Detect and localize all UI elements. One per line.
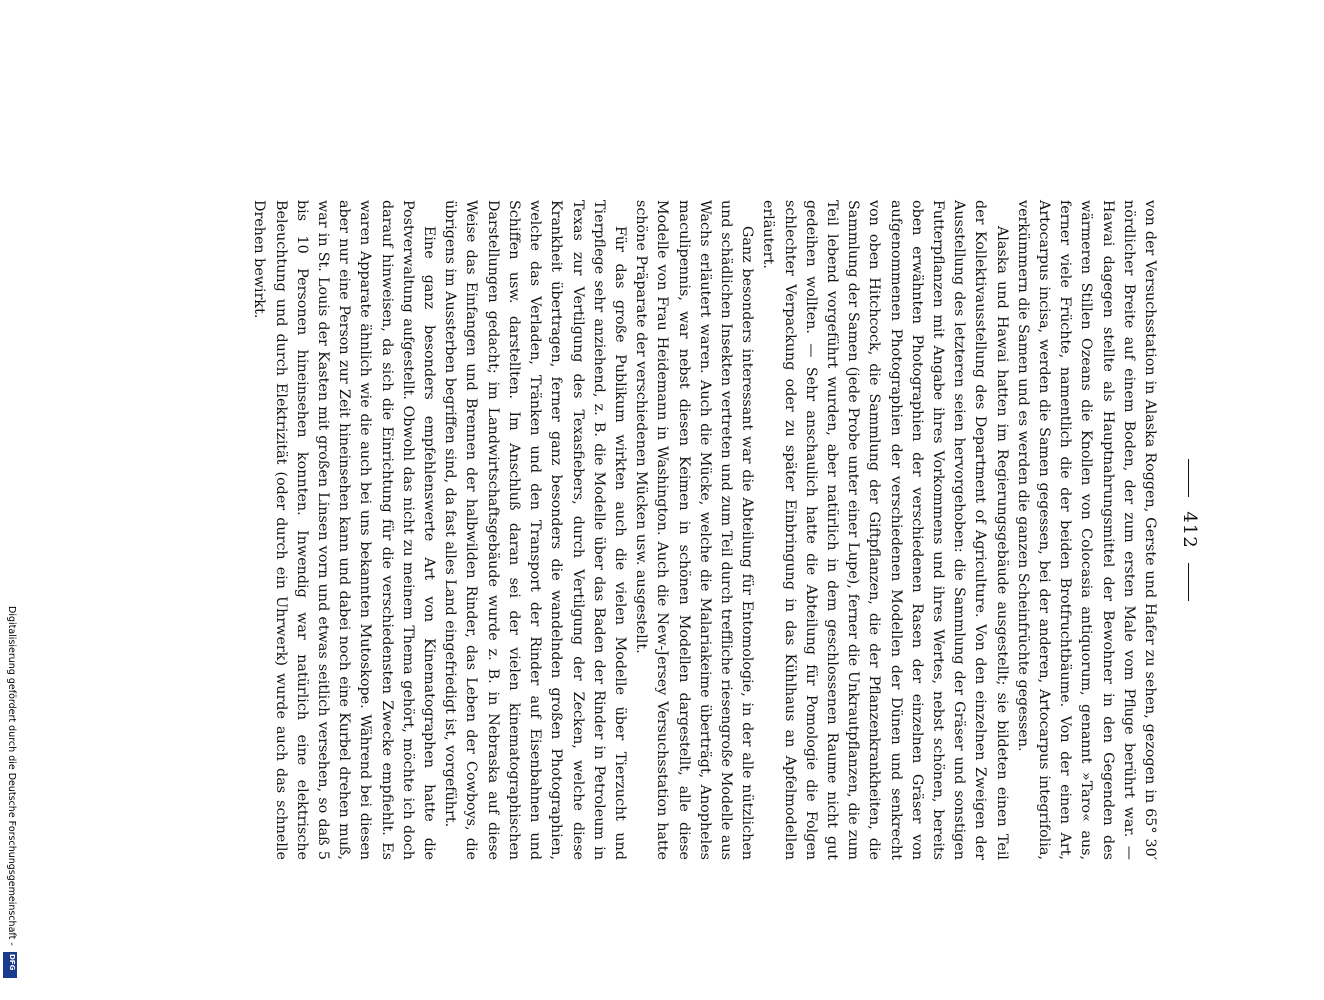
dfg-logo — [3, 952, 17, 978]
page-number-header — [1179, 200, 1200, 860]
funding-credit: Digitalisierung gefördert durch die Deutsche Forschungsgemeinschaft - — [6, 606, 17, 946]
digitization-footer — [3, 606, 17, 996]
paragraph: Ganz besonders interessant war die Abteilung für Entomologie, in der alle nützlichen und schädlichen Insekten vertreten und zum Teil durch treffliche riesengroße Modelle aus Wachs erläutert waren. Auch die Mücke, welche die Malariakeime überträgt, Anopheles maculipennis, war nebst diesen Keimen in schönen Modellen dargestellt, alle diese Modelle von Frau Heidemann in Washington. Auch die New-Jersey Versuchsstation hatte schöne Präparate der verschiedenen Mücken usw. ausgestellt. — [633, 200, 756, 860]
paragraph: von der Versuchsstation in Alaska Roggen, Gerste und Hafer zu sehen, gezogen in 65° 30′ nördlicher Breite auf einem Boden, der zum ersten Male vom Pfluge berührt war. — Hawai dagegen stellte als Hauptnahrungsmittel der Bewohner in den Gegenden des wärmeren Stillen Ozeans die Knollen von Colocasia antiquorum, genannt »Taro« aus, ferner viele Früchte, namentlich die der beiden Brotfruchtbäume. Von der einen Art, Artocarpus incisa, werden die Samen gegessen, bei der anderen, Artocarpus integrifolia, verkümmern die Samen und es werden die ganzen Scheinfrüchte gegessen. — [1014, 200, 1158, 860]
body-text — [248, 200, 1160, 860]
dfg-logo-text: DFG — [8, 954, 16, 971]
page-number: 412 — [1179, 511, 1200, 549]
paragraph: Alaska und Hawai hatten im Regierungsgebäude ausgestellt; sie bildeten einen Teil der Kollektivausstellung des Department of Agriculture. Von den einzelnen Zweigen der Ausstellung des letzteren seien hervorgehoben: die Sammlung der Gräser und sonstigen Futterpflanzen mit Angabe ihres Vorkommens und ihres Wertes, nebst schönen, bereits oben erwähnten Photographien der verschiedenen Rasen der einzelnen Gräser von aufgenommenen Photographien der verschiedenen Modellen der Dünen und senkrecht von oben Hitchcock, die Sammlung der Giftpflanzen, die der Pflanzenkrankheiten, die Sammlung der Samen (jede Probe unter einer Lupe), ferner die Unkrautpflanzen, die zum Teil lebend vorgeführt wurden, aber natürlich in dem geschlossenen Raume nicht gut gedeihen wollten. — Sehr anschaulich hatte die Abteilung für Pomologie die Folgen schlechter Verpackung oder zu später Einbringung in das Kühlhaus an Apfelmodellen erläutert. — [760, 200, 1010, 860]
header-dash-left — [1189, 459, 1190, 497]
paragraph: Für das große Publikum wirkten auch die vielen Modelle über Tierzucht und Tierpflege sehr anziehend, z. B. die Modelle über das Baden der Rinder in Petroleum in Texas zur Vertilgung des Texasfiebers, durch Vertilgung der Zecken, welche diese Krankheit übertragen, ferner ganz besonders die wandelnden großen Photographien, welche das Verladen, Tränken und den Transport der Rinder auf Eisenbahnen und Schiffen usw. darstellten. Im Anschluß daran sei der vielen kinematographischen Darstellungen gedacht; im Landwirtschaftsgebäude wurde z. B. in Nebraska auf diese Weise das Einfangen und Brennen der halbwilden Rinder, das Leben der Cowboys, die übrigens im Aussterben begriffen sind, da fast alles Land eingefriedigt ist, vorgeführt. — [442, 200, 628, 860]
header-dash-right — [1189, 563, 1190, 601]
paragraph: Eine ganz besonders empfehlenswerte Art von Kinematographen hatte die Postverwaltung aufgestellt. Obwohl das nicht zu meinem Thema gehört, möchte ich doch darauf hinweisen, da sich die Einrichtung für die verschiedensten Zwecke empfiehlt. Es waren Apparate ähnlich wie die auch bei uns bekannten Mutoskope. Während bei diesen aber nur eine Person zur Zeit hineinsehen kann und dabei noch eine Kurbel drehen muß, war in St. Louis der Kasten mit großen Linsen vorn und etwas seitlich versehen, so daß 5 bis 10 Personen hineinsehen konnten. Inwendig war natürlich eine elektrische Beleuchtung und durch Elektrizität (oder durch ein Uhrwerk) wurde auch das schnelle Drehen bewirkt. — [251, 200, 438, 860]
